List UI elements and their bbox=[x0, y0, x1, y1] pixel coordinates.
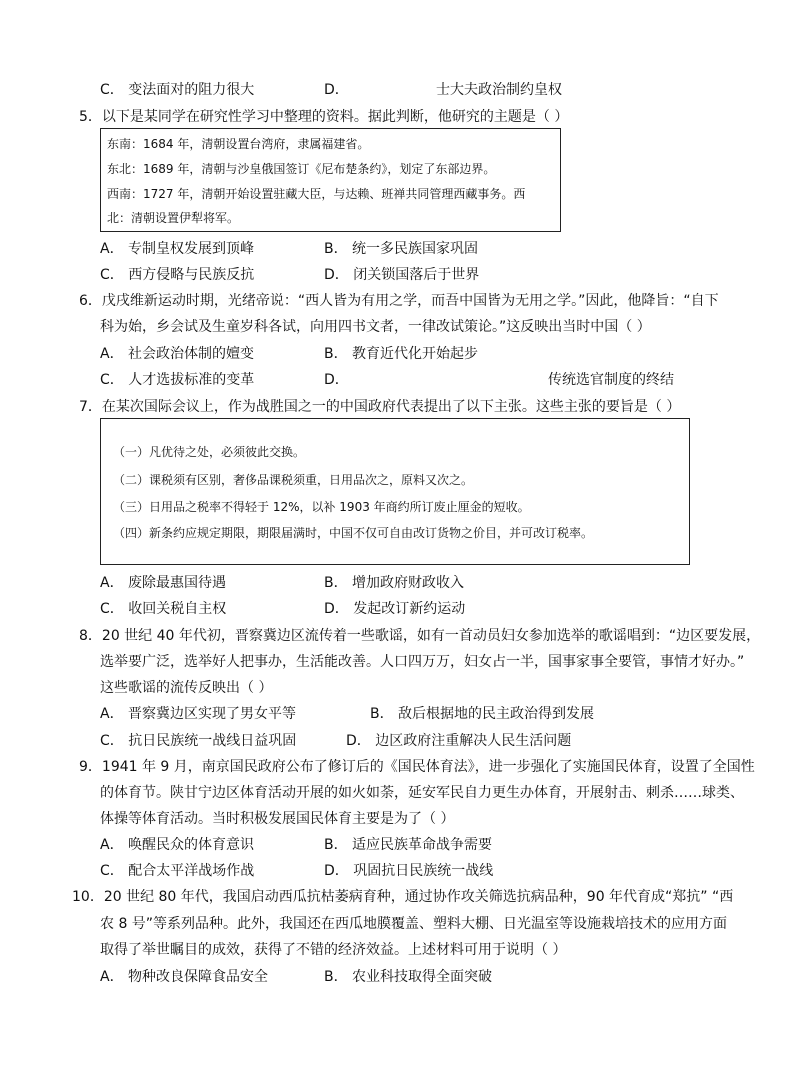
q5-option-c[interactable]: C． 西方侵略与民族反抗 bbox=[100, 267, 255, 283]
q6-option-d-text[interactable]: 传统选官制度的终结 bbox=[548, 372, 674, 388]
q5-option-a[interactable]: A． 专制皇权发展到顶峰 bbox=[100, 241, 255, 257]
q8-stem-line-2: 选举要广泛，选举好人把事办，生活能改善。人口四万万，妇女占一半，国事家事全要管，事情才好办。” bbox=[100, 654, 745, 670]
q7-option-b[interactable]: B． 增加政府财政收入 bbox=[324, 575, 465, 591]
q6-stem-line-1: 6．戊戌维新运动时期，光绪帝说：“西人皆为有用之学，而吾中国皆为无用之学。”因此，他降旨：“自下 bbox=[79, 293, 719, 309]
q6-option-a[interactable]: A． 社会政治体制的嬗变 bbox=[100, 346, 255, 362]
q6-stem-line-2: 科为始，乡会试及生童岁科各试，向用四书文者，一律改试策论。”这反映出当时中国（ ） bbox=[100, 319, 651, 335]
q5-option-d[interactable]: D． 闭关锁国落后于世界 bbox=[324, 267, 480, 283]
q10-stem-line-1: 10．20 世纪 80 年代，我国启动西瓜抗枯萎病育种，通过协作攻关筛选抗病品种，90 年代育成“郑抗” “西 bbox=[72, 889, 734, 905]
q8-stem-line-3: 这些歌谣的流传反映出（ ） bbox=[100, 680, 273, 696]
q8-option-b[interactable]: B． 敌后根据地的民主政治得到发展 bbox=[370, 706, 595, 722]
q6-option-d-label[interactable]: D． bbox=[324, 372, 349, 388]
q10-stem-line-2: 农 8 号”等系列品种。此外，我国还在西瓜地膜覆盖、塑料大棚、日光温室等设施栽培技术的应用方面 bbox=[100, 916, 728, 932]
q7-material-line-1: （一）凡优待之处，必须彼此交换。 bbox=[113, 445, 306, 459]
q9-stem-line-1: 9．1941 年 9 月，南京国民政府公布了修订后的《国民体育法》，进一步强化了实施国民体育，设置了全国性 bbox=[79, 759, 755, 775]
q9-stem-line-2: 的体育节。陕甘宁边区体育活动开展的如火如荼，延安军民自力更生办体育，开展射击、刺杀……球类、 bbox=[100, 785, 744, 801]
q6-option-c[interactable]: C． 人才选拔标准的变革 bbox=[100, 372, 255, 388]
q5-option-b[interactable]: B． 统一多民族国家巩固 bbox=[324, 241, 479, 257]
q10-option-a[interactable]: A． 物种改良保障食品安全 bbox=[100, 969, 269, 985]
q5-material-line-2: 东北：1689 年，清朝与沙皇俄国签订《尼布楚条约》，划定了东部边界。 bbox=[107, 162, 496, 176]
q9-option-d[interactable]: D． 巩固抗日民族统一战线 bbox=[324, 863, 494, 879]
q5-material-line-1: 东南：1684 年，清朝设置台湾府，隶属福建省。 bbox=[107, 137, 370, 151]
q5-stem: 5．以下是某同学在研究性学习中整理的资料。据此判断，他研究的主题是（ ） bbox=[79, 109, 569, 125]
q8-option-a[interactable]: A． 晋察冀边区实现了男女平等 bbox=[100, 706, 297, 722]
q10-stem-line-3: 取得了举世瞩目的成效，获得了不错的经济效益。上述材料可用于说明（ ） bbox=[100, 942, 567, 958]
q4-option-d-text[interactable]: 士大夫政治制约皇权 bbox=[436, 82, 562, 98]
q7-material-line-3: （三）日用品之税率不得轻于 12%，以补 1903 年商约所订废止厘金的短收。 bbox=[113, 500, 530, 514]
q7-stem: 7．在某次国际会议上，作为战胜国之一的中国政府代表提出了以下主张。这些主张的要旨是（ ） bbox=[79, 399, 681, 415]
q5-material-line-3: 西南：1727 年，清朝开始设置驻藏大臣，与达赖、班禅共同管理西藏事务。西 bbox=[107, 187, 526, 201]
q7-material-box bbox=[100, 418, 690, 565]
q7-option-a[interactable]: A． 废除最惠国待遇 bbox=[100, 575, 227, 591]
q7-material-line-4: （四）新条约应规定期限，期限届满时，中国不仅可自由改订货物之价目，并可改订税率。 bbox=[113, 526, 594, 540]
q4-option-d-label[interactable]: D． bbox=[324, 82, 349, 98]
q7-option-d[interactable]: D． 发起改订新约运动 bbox=[324, 601, 466, 617]
q9-stem-line-3: 体操等体育活动。当时积极发展国民体育主要是为了（ ） bbox=[100, 811, 455, 827]
q9-option-b[interactable]: B． 适应民族革命战争需要 bbox=[324, 837, 493, 853]
q5-material-box bbox=[100, 128, 561, 232]
q9-option-a[interactable]: A． 唤醒民众的体育意识 bbox=[100, 837, 255, 853]
q8-option-c[interactable]: C． 抗日民族统一战线日益巩固 bbox=[100, 733, 297, 749]
q9-option-c[interactable]: C． 配合太平洋战场作战 bbox=[100, 863, 255, 879]
q6-option-b[interactable]: B． 教育近代化开始起步 bbox=[324, 346, 479, 362]
q8-option-d[interactable]: D． 边区政府注重解决人民生活问题 bbox=[346, 733, 572, 749]
q5-material-line-4: 北：清朝设置伊犁将军。 bbox=[107, 211, 240, 225]
q10-option-b[interactable]: B． 农业科技取得全面突破 bbox=[324, 969, 493, 985]
q7-option-c[interactable]: C． 收回关税自主权 bbox=[100, 601, 227, 617]
q4-option-c[interactable]: C． 变法面对的阻力很大 bbox=[100, 82, 255, 98]
q7-material-line-2: （二）课税须有区别，奢侈品课税须重，日用品次之，原料又次之。 bbox=[113, 473, 474, 487]
q8-stem-line-1: 8．20 世纪 40 年代初，晋察冀边区流传着一些歌谣，如有一首动员妇女参加选举的歌谣唱到：“边区要发展， bbox=[79, 628, 761, 644]
